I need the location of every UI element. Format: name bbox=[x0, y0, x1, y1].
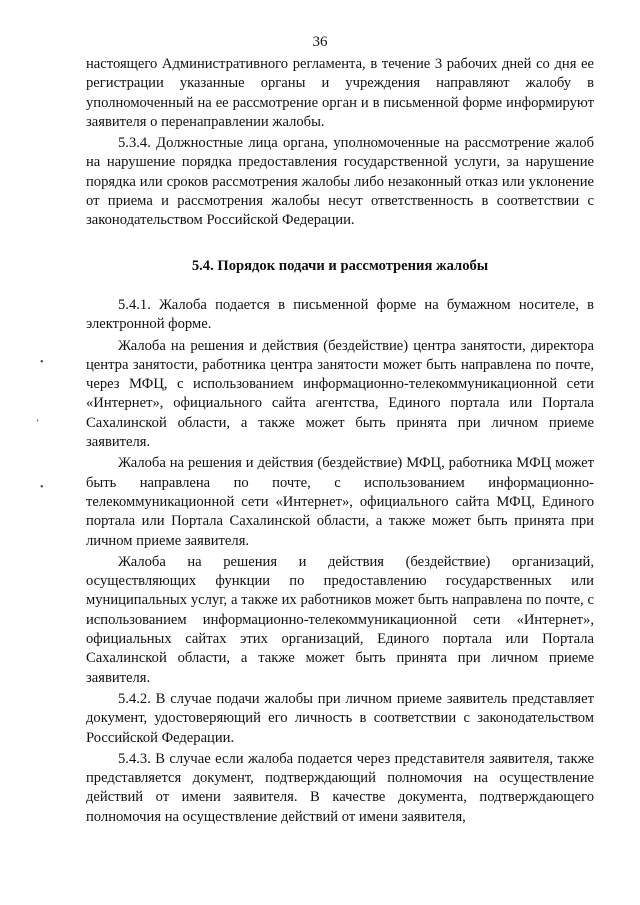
section-title-5-4: 5.4. Порядок подачи и рассмотрения жалобы bbox=[191, 257, 489, 274]
margin-mark-icon: ʻ bbox=[36, 418, 40, 429]
margin-mark-icon: • bbox=[40, 482, 44, 493]
paragraph-complaint-employment-center: Жалоба на решения и действия (бездействие) центра занятости, директора центра занятости, работника центра занятости может быть направлена по почте, через МФЦ, с использованием информационно-телекоммуникационной сети «Интернет», официального сайта агентства, Единого портала или Портала Сахалинской области, а также может быть принята при личном приеме заявителя. bbox=[86, 337, 594, 451]
paragraph-continuation: настоящего Административного регламента, в течение 3 рабочих дней со дня ее регистрации указанные органы и учреждения направляют жалобу в уполномоченный на ее рассмотрение орган и в письменной форме информируют заявителя о перенаправлении жалобы. bbox=[86, 56, 594, 130]
paragraph-complaint-mfc: Жалоба на решения и действия (бездействие) МФЦ, работника МФЦ может быть направлена по почте, с использованием информационно-телекоммуникационной сети «Интернет», официального сайта МФЦ, Единого портала или Портала Сахалинской области, а также может быть принята при личном приеме заявителя. bbox=[86, 455, 594, 549]
paragraph-5-3-4: 5.3.4. Должностные лица органа, уполномоченные на рассмотрение жалоб на нарушение порядка предоставления государственной услуги, за нарушение порядка или сроков рассмотрения жалобы либо незаконный отказ или уклонение от приема и рассмотрения жалобы несут ответственность в соответствии с законодательством Российской Федерации. bbox=[86, 135, 594, 229]
paragraph-5-4-2: 5.4.2. В случае подачи жалобы при личном приеме заявитель представляет документ, удостоверяющий его личность в соответствии с законодательством Российской Федерации. bbox=[86, 690, 594, 746]
paragraph-complaint-organizations: Жалоба на решения и действия (бездействие) организаций, осуществляющих функции по предоставлению государственных или муниципальных услуг, а также их работников может быть направлена по почте, с использованием информационно-телекоммуникационной сети «Интернет», официальных сайтах этих организаций, Единого портала или Портала Сахалинской области, а также может быть принята при личном приеме заявителя. bbox=[86, 553, 594, 686]
margin-mark-icon: • bbox=[40, 357, 44, 368]
paragraph-5-4-3: 5.4.3. В случае если жалоба подается через представителя заявителя, также представляется документ, подтверждающий полномочия на осуществление действий от имени заявителя. В качестве документа, подтверждающего полномочия на осуществление действий от имени заявителя, bbox=[86, 750, 594, 825]
document-body bbox=[86, 55, 594, 827]
page-number: 36 bbox=[312, 34, 328, 50]
paragraph-5-4-1: 5.4.1. Жалоба подается в письменной форме на бумажном носителе, в электронной форме. bbox=[86, 296, 594, 333]
